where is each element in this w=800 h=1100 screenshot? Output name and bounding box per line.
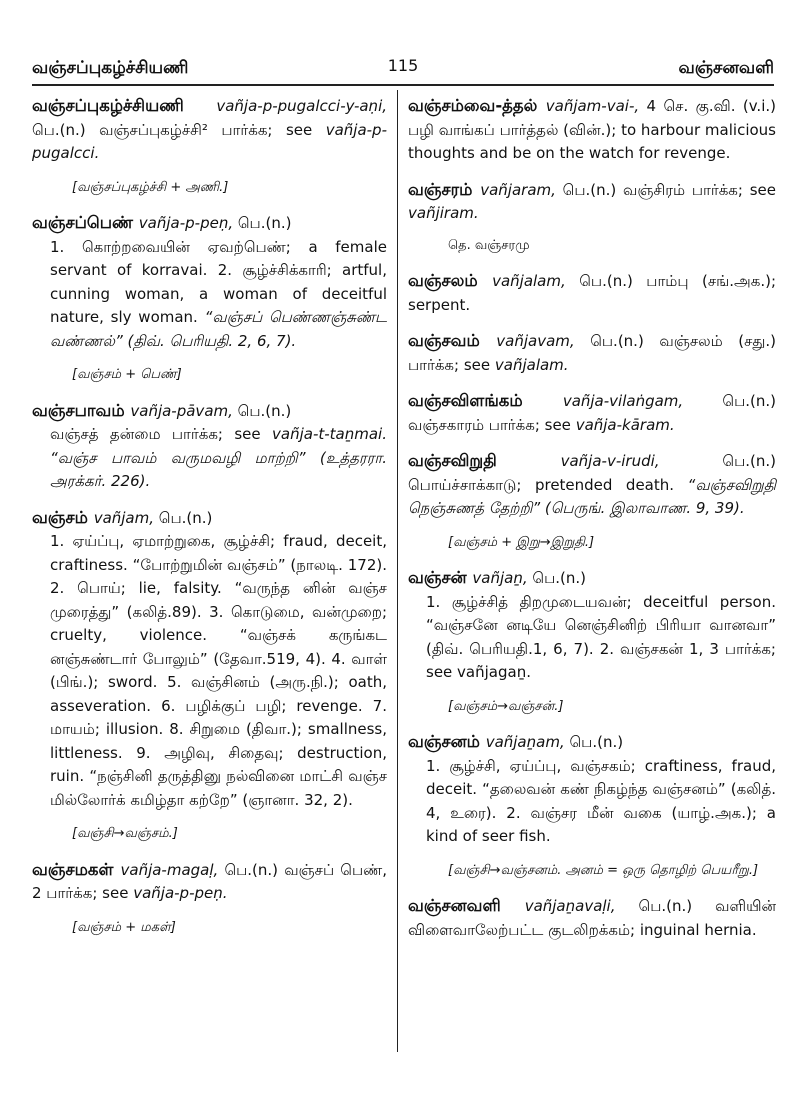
dictionary-entry: [408, 329, 776, 377]
definition: 1. சூழ்ச்சி, ஏய்ப்பு, வஞ்சகம்; craftiness, fraud, deceit. “தலைவன் கண் நிகழ்ந்த வஞ்சனம்” (கலித். 4, உரை). 2. வஞ்சர மீன் வகை (யாழ்.அக.); a kind of seer fish.: [426, 756, 776, 845]
dictionary-entry: [32, 399, 387, 494]
part-of-speech: பெ.(n.): [224, 860, 285, 879]
etymology: [வஞ்சம் + மகள்]: [72, 919, 176, 935]
definition: பொய்ச்சாக்காடு; pretended death.: [408, 475, 688, 494]
right-column: [408, 94, 776, 954]
transliteration: vañjaṉam,: [485, 733, 570, 751]
dictionary-entry: [408, 566, 776, 718]
part-of-speech: பெ.(n.): [590, 332, 660, 350]
transliteration: vañja-v-irudi,: [560, 452, 723, 470]
dictionary-entry: [408, 94, 776, 166]
definition: பழி வாங்கப் பார்த்தல் (வின்.); to harbour malicious thoughts and be on the watch for revenge.: [408, 120, 776, 162]
part-of-speech: பெ.(n.): [579, 272, 647, 290]
transliteration: vañjalam,: [492, 272, 580, 290]
definition-sense-2: 2. வஞ்சகன் 1, 3 பார்க்க; see vañjagaṉ.: [426, 639, 776, 681]
cross-reference: vañja-t-taṉmai.: [272, 425, 387, 443]
headword: வஞ்சவம்: [408, 331, 497, 350]
page-number: 115: [387, 56, 419, 75]
headword: வஞ்சமகள்: [32, 859, 121, 879]
part-of-speech: பெ.(n.): [569, 733, 624, 751]
dictionary-entry: [32, 94, 387, 199]
headword: வஞ்சனவளி: [408, 896, 525, 915]
part-of-speech: பெ.(n.): [722, 392, 776, 410]
dictionary-entry: [32, 211, 387, 387]
headword: வஞ்சலம்: [408, 271, 493, 290]
transliteration: vañja-p-peṇ,: [138, 214, 238, 232]
part-of-speech: பெ.(n.): [532, 569, 586, 587]
header-left-guideword: வஞ்சப்புகழ்ச்சியணி: [32, 58, 189, 78]
cross-reference: vañja-kāram.: [575, 415, 675, 434]
definition: வளியின் விளைவாலேற்பட்ட குடலிறக்கம்; inguinal hernia.: [408, 897, 777, 939]
transliteration: vañjavam,: [496, 332, 591, 350]
citation: “வஞ்சவிறுதி நெஞ்சுணத் தேற்றி” (பெருங். இலாவாண. 9, 39).: [408, 475, 776, 517]
column-divider: [397, 90, 398, 1052]
part-of-speech: பெ.(n.): [638, 897, 716, 915]
etymology: [வஞ்சம் + பெண்]: [72, 367, 182, 382]
headword: வஞ்சனம்: [408, 732, 486, 751]
part-of-speech: பெ.(n.): [562, 180, 624, 199]
citation: “வஞ்சப் பெண்ணஞ்சுண்ட வண்ணல்” (திவ். பெரியதி. 2, 6, 7).: [50, 308, 387, 350]
citation: “வஞ்ச பாவம் வருமவழி மாற்றி” (உத்தரரா. அரக்கர். 226).: [50, 448, 387, 490]
definition: வஞ்சலம் (சது.) பார்க்க; see: [408, 332, 777, 374]
headword: வஞ்சரம்: [408, 179, 481, 199]
definition: பாம்பு (சங்.அக.); serpent.: [408, 272, 776, 314]
cross-reference: vañja-p-peṇ.: [133, 884, 228, 902]
transliteration: vañja-vilaṅgam,: [562, 392, 723, 410]
header-right-guideword: வஞ்சனவளி: [678, 58, 774, 78]
etymology: [வஞ்சி→வஞ்சம்.]: [72, 826, 178, 841]
definition: 1. சூழ்ச்சித் திறமுடையவன்; deceitful person. “வஞ்சனே னடியே னெஞ்சினிற் பிரியா வானவா” (திவ். பெரியதி.1, 6, 7).: [426, 592, 776, 658]
definition: வஞ்சத் தன்மை பார்க்க; see: [50, 425, 273, 443]
dictionary-entry: [408, 178, 776, 258]
headword: வஞ்சப்பெண்: [32, 213, 139, 232]
part-of-speech: 4 செ. கு.வி. (v.i.): [646, 97, 776, 115]
definition: 1. கொற்றவையின் ஏவற்பெண்; a female servant of korravai. 2. சூழ்ச்சிக்காரி; artful, cunning woman, a woman of deceitful nature, sly woman.: [50, 237, 387, 326]
transliteration: vañja-pāvam,: [130, 401, 238, 420]
etymology: தெ. வஞ்சரமு: [448, 237, 530, 253]
dictionary-entry: [408, 894, 776, 942]
definition: வஞ்சகாரம் பார்க்க; see: [408, 415, 576, 434]
headword: வஞ்சம்: [32, 507, 94, 527]
dictionary-entry: [32, 506, 387, 846]
part-of-speech: பெ.(n.): [32, 120, 100, 139]
dictionary-entry: [408, 389, 776, 437]
etymology: [வஞ்சம் + இறு→இறுதி.]: [448, 534, 595, 550]
transliteration: vañja-p-pugalcci-y-aṇi,: [216, 97, 387, 115]
cross-reference: vañjalam.: [494, 355, 569, 374]
headword: வஞ்சபாவம்: [32, 400, 131, 420]
headword: வஞ்சன்: [408, 568, 473, 587]
headword: வஞ்சப்புகழ்ச்சியணி: [32, 96, 217, 115]
headword: வஞ்சவிறுதி: [408, 451, 561, 470]
part-of-speech: பெ.(n.): [722, 452, 776, 470]
transliteration: vañjaṉ,: [472, 569, 533, 587]
definition: வஞ்சப் பெண், 2 பார்க்க; see: [32, 860, 387, 902]
etymology: [வஞ்சப்புகழ்ச்சி + அணி.]: [72, 179, 229, 195]
etymology: [வஞ்சம்→வஞ்சன்.]: [448, 698, 564, 714]
dictionary-entry: [408, 269, 776, 317]
definition: வஞ்சிரம் பார்க்க; see: [623, 180, 776, 199]
definition: 1. ஏய்ப்பு, ஏமாற்றுகை, சூழ்ச்சி; fraud, deceit, craftiness. “போற்றுமின் வஞ்சம்” (நாலடி. 172). 2. பொய்; lie, falsity. “வருந்த னின் வஞ்ச முரைத்து” (கலித்.89). 3. கொடுமை, வன்முறை; cruelty, violence. “வஞ்சக் கருங்கட னஞ்சுண்டார் போலும்” (தேவா.519, 4). 4. வாள் (பிங்.); sword. 5. வஞ்சினம் (அரு.நி.); oath, asseveration. 6. பழிக்குப் பழி; revenge. 7. மாயம்; illusion. 8. சிறுமை (திவா.); smallness, littleness. 9. அழிவு, சிதைவு; destruction, ruin. “நஞ்சினி தருத்தினு நல்வினை மாட்சி வஞ்ச மில்லோர்க் கமிழ்தா கற்றே” (ஞானா. 32, 2).: [50, 532, 387, 809]
left-column: [32, 94, 387, 951]
dictionary-entry: [408, 449, 776, 554]
transliteration: vañjam-vai-,: [545, 97, 647, 115]
transliteration: vañja-magaḷ,: [120, 860, 225, 879]
dictionary-entry: [32, 858, 387, 940]
transliteration: vañjam,: [93, 508, 159, 527]
part-of-speech: பெ.(n.): [237, 214, 292, 232]
transliteration: vañjaram,: [480, 180, 563, 199]
page-header: [32, 44, 774, 86]
transliteration: vañjaṉavaḷi,: [524, 897, 639, 915]
cross-reference: vañjiram.: [408, 204, 479, 222]
definition: வஞ்சப்புகழ்ச்சி² பார்க்க; see: [99, 120, 326, 139]
cross-reference: vañja-p-pugalcci.: [32, 120, 387, 162]
headword: வஞ்சம்வை-த்தல்: [408, 96, 546, 115]
etymology: [வஞ்சி→வஞ்சனம். அனம் = ஒரு தொழிற் பெயரீறு.]: [448, 862, 759, 878]
headword: வஞ்சவிளங்கம்: [408, 391, 563, 410]
part-of-speech: பெ.(n.): [158, 508, 213, 527]
part-of-speech: பெ.(n.): [237, 401, 292, 420]
dictionary-entry: [408, 730, 776, 882]
